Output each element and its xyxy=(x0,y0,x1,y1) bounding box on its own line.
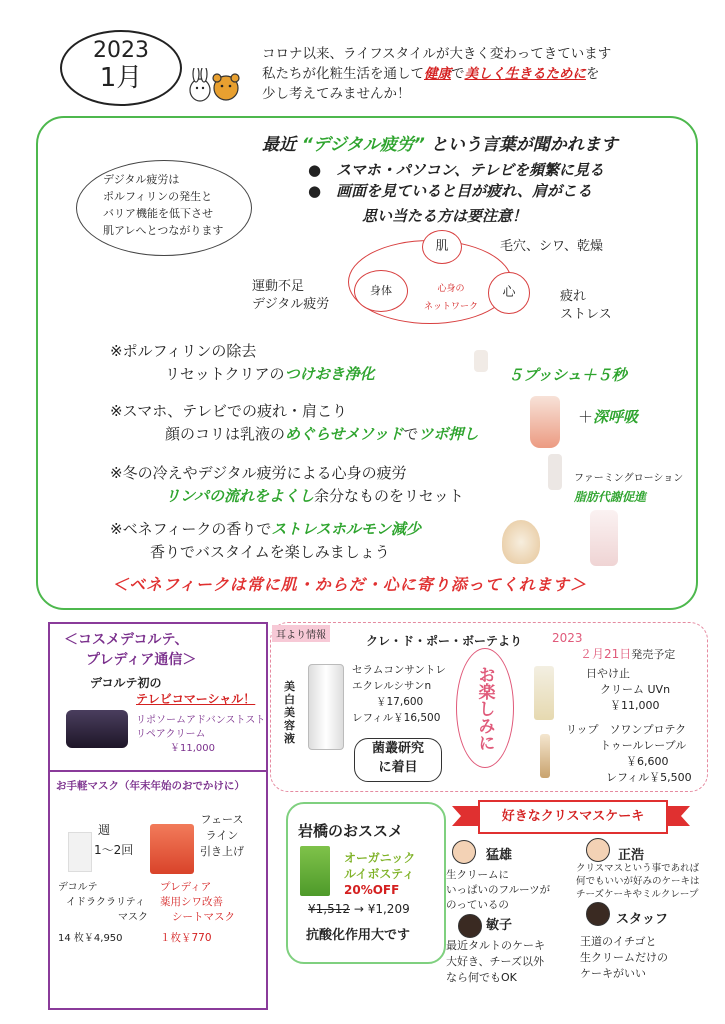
serum-info: セラムコンサントレ エクレルシサンn ￥17,600 レフィル￥16,500 xyxy=(352,664,446,724)
vertical-label: 美白美容液 xyxy=(284,680,295,745)
bath-bottle xyxy=(590,510,618,566)
masahiro-name: 正浩 xyxy=(618,848,645,863)
predia-mask-label: プレディア 薬用シワ改善 シートマスク １枚￥770 xyxy=(160,881,235,944)
takeo-comment: 生クリームに いっぱいのフルーツが のっているの xyxy=(446,869,551,911)
live-emphasis: 美しく生きるために xyxy=(464,66,586,82)
intro-text: コロナ以来、ライフスタイルが大きく変わってきています 私たちが化粧生活を通して健康で美しく生きるためにを 少し考えてみませんか！ xyxy=(262,46,612,102)
lip-info: リップ ソワンプロテク トゥールレーブル ￥6,600 レフィル￥5,500 xyxy=(566,723,692,784)
lip-stick xyxy=(540,734,550,778)
rooibos-info: オーガニック ルイボスティ 20%OFF xyxy=(344,851,416,897)
staff-comment: 王道のイチゴと 生クリームだけの ケーキがいい xyxy=(580,935,668,980)
firming-lotion-label: ファーミングローション 脂肪代謝促進 xyxy=(574,473,684,504)
enjoy-oval: お楽しみに xyxy=(456,648,514,768)
rooibos-tea-box xyxy=(300,846,330,896)
body-circle: 身体 xyxy=(354,270,408,312)
toshiko-name: 敏子 xyxy=(486,918,513,933)
takeo-avatar xyxy=(452,840,476,864)
weekly-use: 週 1〜2回 xyxy=(94,823,134,857)
benefique-message: ＜ベネフィークは常に肌・からだ・心に寄り添ってくれます＞ xyxy=(112,575,587,594)
body-issues: 運動不足 デジタル疲労 xyxy=(252,279,330,312)
iwahashi-title: 岩橋のおススメ xyxy=(298,822,404,840)
masahiro-comment: クリスマスという事であれば 何でもいいが好みのケーキは チーズケーキやミルクレープ xyxy=(576,863,700,900)
cosme-title: ＜コスメデコルテ、 プレディア通信＞ xyxy=(64,632,197,668)
perfume-bottle xyxy=(502,520,540,564)
deep-breath: ＋深呼吸 xyxy=(578,408,639,426)
release-date: 2023 ２月21日発売予定 xyxy=(552,631,676,661)
decorte-first: デコルテ初の xyxy=(90,676,162,690)
tv-commercial: テレビコマーシャル！ xyxy=(136,692,256,706)
push-count: ５プッシュ＋５秒 xyxy=(508,366,627,384)
year-label: 2023 xyxy=(93,38,149,63)
date-oval xyxy=(60,30,182,106)
skin-circle: 肌 xyxy=(422,230,462,264)
liposome-cream-label: リポソームアドバンストスト リペアクリーム ￥11,000 xyxy=(136,715,266,754)
rabbit-bear-illustration xyxy=(186,68,244,106)
christmas-cake-banner: 好きなクリスマスケーキ xyxy=(478,800,668,834)
reset-clear-bottle xyxy=(474,350,488,372)
tip-lymph: ※冬の冷えやデジタル疲労による心身の疲労 リンパの流れをよくし余分なものをリセット xyxy=(110,464,464,505)
fatigue-bullets: ● スマホ・パソコン、テレビを頻繁に見る ● 画面を見ていると目が疲れ、肩がこる xyxy=(308,161,604,200)
mask-title: お手軽マスク（年末年始のおでかけに） xyxy=(56,780,245,792)
antioxidant-note: 抗酸化作用大です xyxy=(306,928,411,943)
uv-cream-info: 日やけ止 クリーム UVn ￥11,000 xyxy=(586,667,671,712)
network-label: 心身の ネットワーク xyxy=(424,284,479,312)
caution-note: 思い当たる方は要注意！ xyxy=(362,207,528,225)
staff-name: スタッフ xyxy=(616,912,669,927)
face-line-lift: フェース ライン 引き上げ xyxy=(200,813,244,858)
predia-mask-box xyxy=(150,824,194,874)
firming-lotion-bottle xyxy=(548,454,562,490)
masahiro-avatar xyxy=(586,838,610,862)
emulsion-bottle xyxy=(530,396,560,448)
rooibos-price: ¥1,512 → ¥1,209 xyxy=(308,902,410,916)
digital-fatigue-heading: 最近 “デジタル疲労” という言葉が聞かれます xyxy=(262,135,618,155)
mind-circle: 心 xyxy=(488,272,530,314)
cle-title: クレ・ド・ポー・ボーテより xyxy=(366,634,523,648)
lab-box: 菌叢研究 に着目 xyxy=(354,738,442,782)
toshiko-avatar xyxy=(458,914,482,938)
liposome-cream-jar xyxy=(66,710,128,748)
toshiko-comment: 最近タルトのケーキ 大好き、チーズ以外 なら何でもOK xyxy=(446,939,545,984)
takeo-name: 猛雄 xyxy=(486,848,513,863)
tip-porphyrin: ※ポルフィリンの除去 リセットクリアのつけおき浄化 xyxy=(110,342,375,383)
hydra-mask-label: デコルテ イドラクラリティ マスク 14 枚￥4,950 xyxy=(58,882,148,944)
health-emphasis: 健康 xyxy=(424,66,451,82)
mind-issues: 疲れ ストレス xyxy=(560,289,612,322)
uv-cream-tube xyxy=(534,666,554,720)
staff-avatar xyxy=(586,902,610,926)
tip-fragrance: ※ベネフィークの香りでストレスホルモン減少 香りでバスタイムを楽しみましょう xyxy=(110,520,421,561)
porphyrin-oval-note: デジタル疲労は ポルフィリンの発生と バリア機能を低下させ 肌アレへとつながります xyxy=(76,160,252,256)
skin-issues: 毛穴、シワ、乾燥 xyxy=(500,239,603,254)
info-tag: 耳より情報 xyxy=(272,625,330,642)
hydra-mask-box xyxy=(68,832,92,872)
month-label: 1月 xyxy=(99,63,143,93)
serum-bottle xyxy=(308,664,344,750)
tip-shoulder: ※スマホ、テレビでの疲れ・肩こり 顔のコリは乳液のめぐらせメソッドでツボ押し xyxy=(110,402,479,443)
